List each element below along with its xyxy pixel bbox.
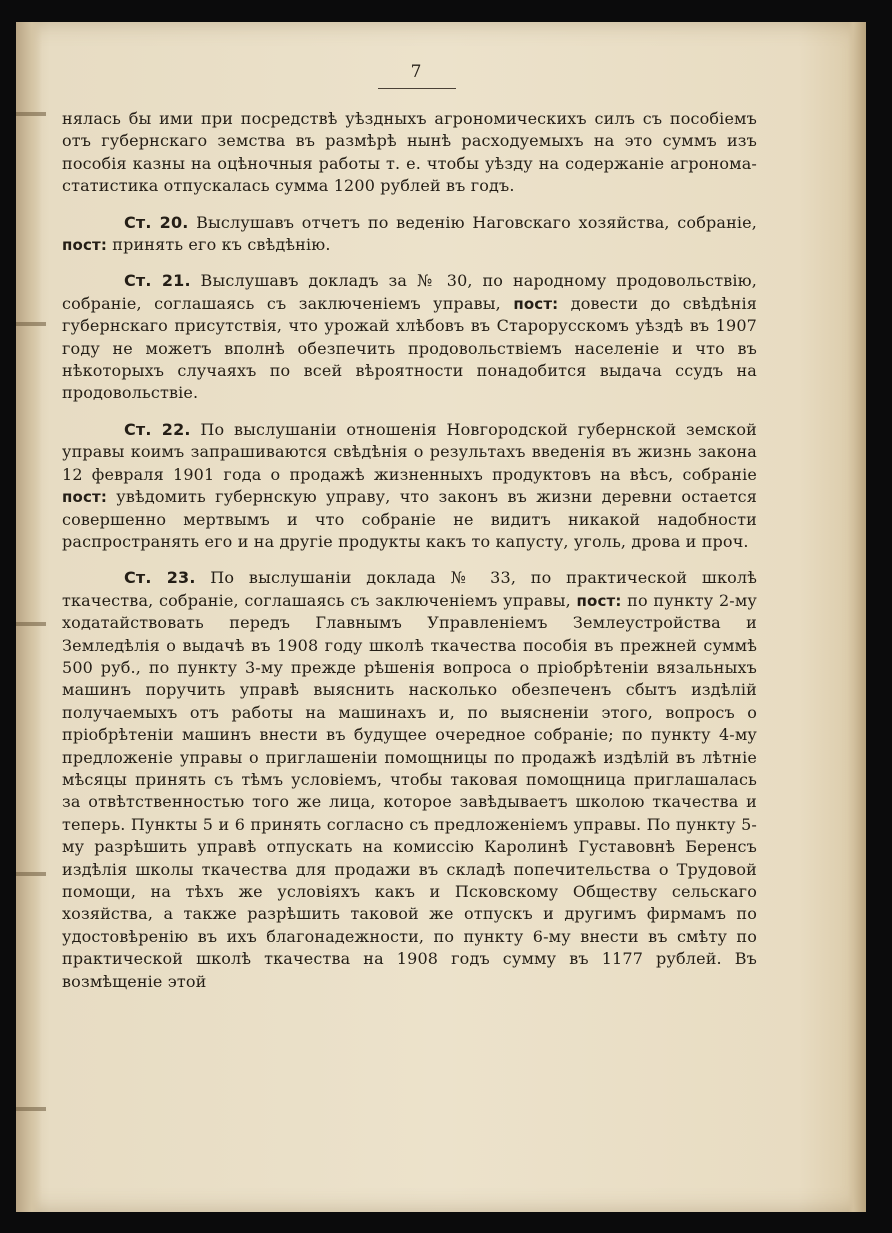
article-label: Ст. 20.: [124, 212, 189, 232]
paragraph: [62, 567, 757, 993]
paragraph: [62, 419, 757, 553]
paragraph-text: По выслушаніи доклада № 33, по практической школѣ ткачества, собраніе, соглашаясь съ заключеніемъ управы,: [62, 568, 757, 610]
page-left-edge: [16, 22, 42, 1212]
paragraph-text: Выслушавъ отчетъ по веденію Наговскаго хозяйства, собраніе,: [188, 212, 757, 232]
paragraph-text: довести до свѣдѣнія губернскаго присутствія, что урожай хлѣбовъ въ Старорусскомъ уѣздѣ въ 1907 году не можетъ вполнѣ обезпечить продовольствіемъ населеніе и что въ нѣкоторыхъ случаяхъ по всей вѣроятности понадобится выдача ссудъ на продовольствіе.: [62, 293, 757, 403]
page-right-edge: [848, 22, 866, 1212]
paragraph: [62, 108, 757, 198]
paragraph: [62, 212, 757, 257]
resolution-label: пост:: [62, 488, 108, 507]
page-tear-mark: [16, 322, 46, 326]
page-number: 7: [410, 62, 422, 82]
page-tear-mark: [16, 112, 46, 116]
paragraph: [62, 270, 757, 404]
page-tear-mark: [16, 872, 46, 876]
page-number-rule: [378, 88, 456, 89]
article-label: Ст. 22.: [124, 419, 191, 439]
resolution-label: пост:: [576, 591, 622, 610]
paragraph-text: нялась бы ими при посредствѣ уѣздныхъ агрономическихъ силъ съ пособіемъ отъ губернскаго земства въ размѣрѣ нынѣ расходуемыхъ на это суммъ изъ пособія казны на оцѣночныя работы т. е. чтобы уѣзду на содержаніе агронома-статистика отпускалась сумма 1200 рублей въ годъ.: [62, 109, 757, 196]
page-tear-mark: [16, 622, 46, 626]
body-text: [62, 108, 757, 1007]
paragraph-text: по пункту 2-му ходатайствовать передъ Главнымъ Управленіемъ Землеустройства и Земледѣлія о выдачѣ въ 1908 году школѣ ткачества пособія въ прежней суммѣ 500 руб., по пункту 3-му прежде рѣшенія вопроса о пріобрѣтеніи вязальныхъ машинъ поручить управѣ выяснить насколько обезпеченъ сбытъ издѣлій получаемыхъ отъ работы на машинахъ и, по выясненіи этого, вопросъ о пріобрѣтеніи машинъ внести въ будущее очередное собраніе; по пункту 4-му предложеніе управы о приглашеніи помощницы по продажѣ издѣлій въ лѣтніе мѣсяцы принять съ тѣмъ условіемъ, чтобы таковая помощница приглашалась за отвѣтственностью того же лица, которое завѣдываетъ школою ткачества и теперь. Пункты 5 и 6 принять согласно съ предложеніемъ управы. По пункту 5-му разрѣшить управѣ отпускать на комиссію Каролинѣ Густавовнѣ Беренсъ издѣлія школы ткачества для продажи въ складѣ попечительства о Трудовой помощи, на тѣхъ же условіяхъ какъ и Псковскому Обществу сельскаго хозяйства, а также разрѣшить таковой же отпускъ и другимъ фирмамъ по удостовѣренію въ ихъ благонадежности, по пункту 6-му внести въ смѣту по практической школѣ ткачества на 1908 годъ сумму въ 1177 рублей. Въ возмѣщеніе этой: [62, 590, 757, 991]
paragraph-text: принять его къ свѣдѣнію.: [107, 235, 331, 255]
article-label: Ст. 23.: [124, 568, 196, 588]
resolution-label: пост:: [513, 294, 559, 313]
paragraph-text: Выслушавъ докладъ за № 30, по народному продовольствію, собраніе, соглашаясь съ заключеніемъ управы,: [62, 271, 757, 313]
paragraph-text: По выслушаніи отношенія Новгородской губернской земской управы коимъ запрашиваются свѣдѣнія о результахъ введенія въ жизнь закона 12 февраля 1901 года о продажѣ жизненныхъ продуктовъ на вѣсъ, собраніе: [62, 419, 757, 484]
paragraph-text: увѣдомить губернскую управу, что законъ въ жизни деревни остается совершенно мертвымъ и что собраніе не видитъ никакой надобности распространять его и на другіе продукты какъ то капусту, уголь, дрова и проч.: [62, 487, 757, 551]
resolution-label: пост:: [62, 236, 108, 255]
page-tear-mark: [16, 1107, 46, 1111]
article-label: Ст. 21.: [124, 271, 191, 291]
